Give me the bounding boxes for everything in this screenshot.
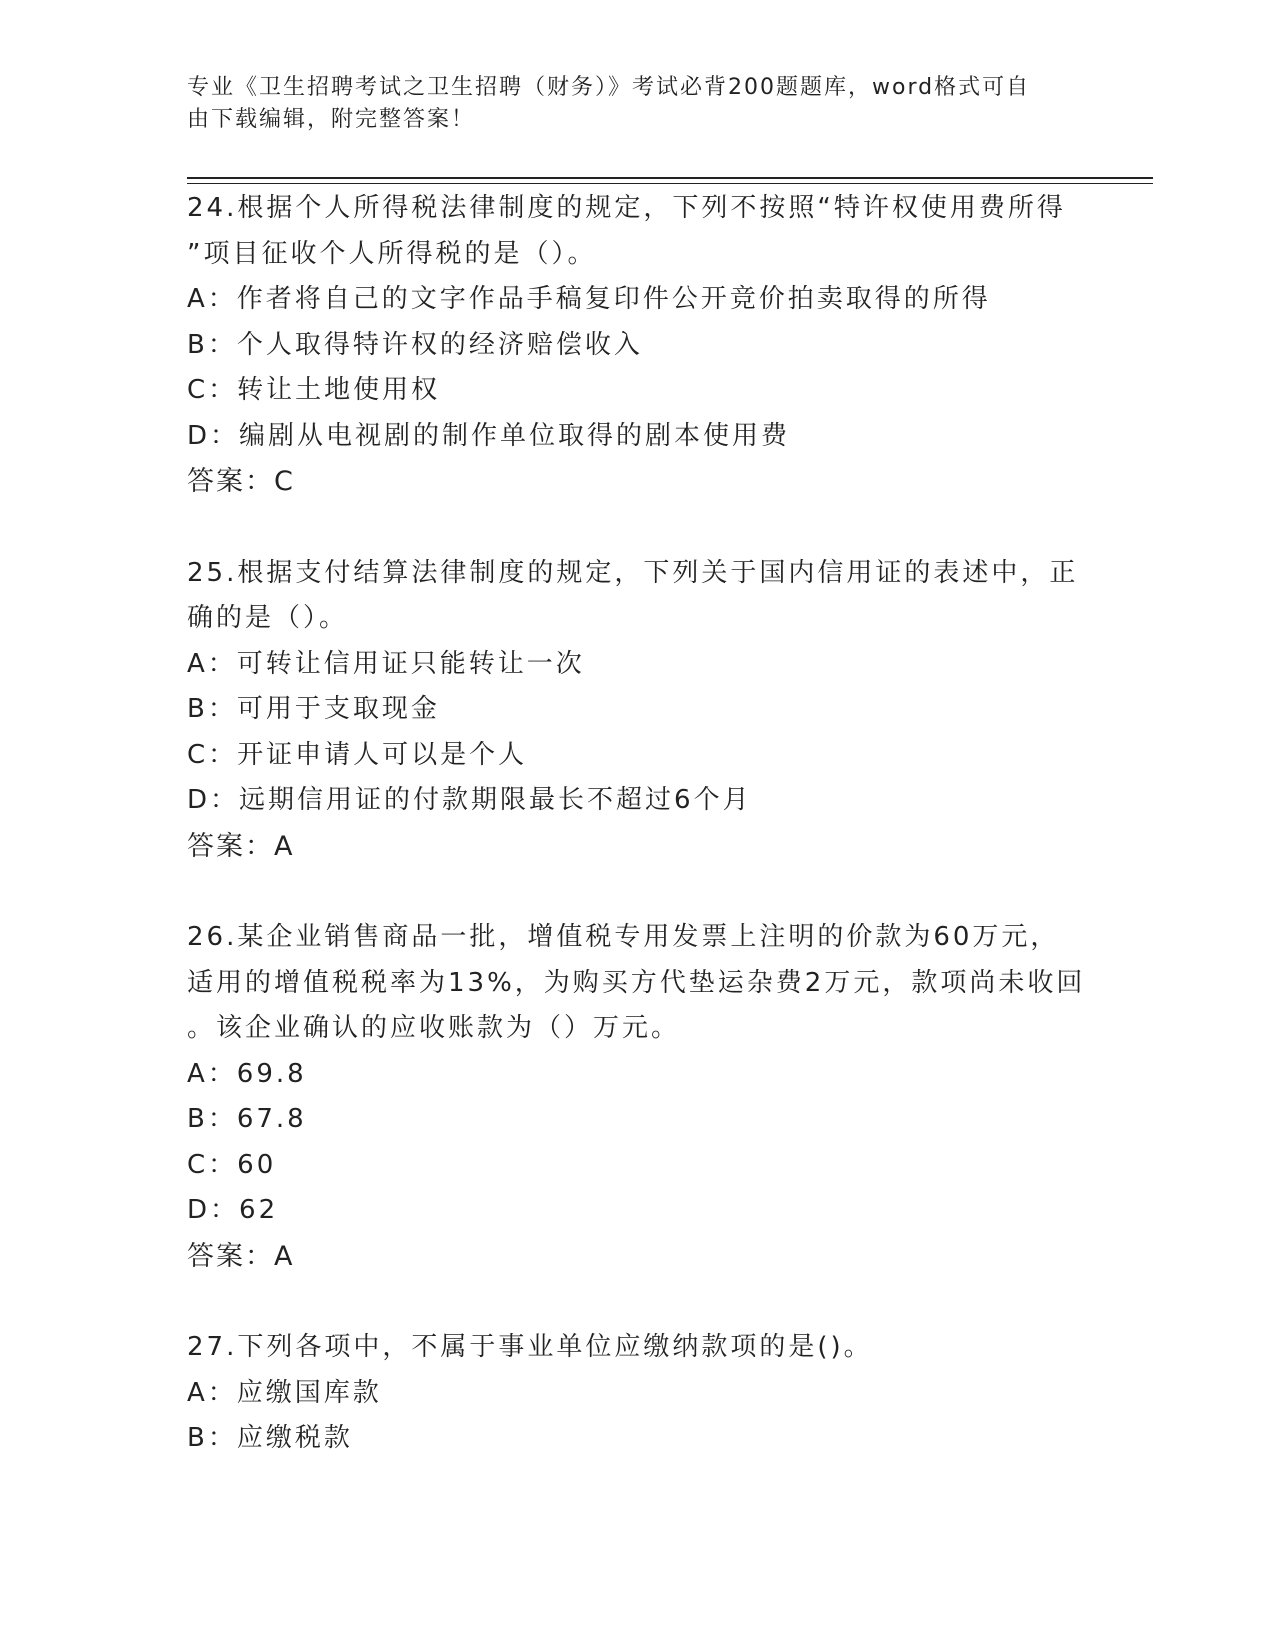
option-b: B：应缴税款 <box>187 1423 353 1453</box>
question-26 <box>187 915 1087 1279</box>
option-d: D：62 <box>187 1195 279 1225</box>
document-header <box>187 72 1067 136</box>
header-divider-thick <box>187 177 1153 179</box>
option-b: B：67.8 <box>187 1104 307 1134</box>
option-a: A：应缴国库款 <box>187 1377 382 1408</box>
question-stem-line: 适用的增值税税率为13%，为购买方代垫运杂费2万元，款项尚未收回 <box>187 967 1086 998</box>
option-d: D：编剧从电视剧的制作单位取得的剧本使用费 <box>187 420 791 451</box>
option-a: A：作者将自己的文字作品手稿复印件公开竞价拍卖取得的所得 <box>187 284 991 314</box>
question-24 <box>187 186 1087 505</box>
question-stem-line: ”项目征收个人所得税的是（）。 <box>187 238 597 269</box>
question-spacer <box>187 505 1087 551</box>
answer-line: 答案：A <box>187 1240 295 1272</box>
question-stem-line: 。该企业确认的应收账款为（）万元。 <box>187 1013 681 1043</box>
option-a: A：69.8 <box>187 1058 307 1089</box>
question-27 <box>187 1325 1087 1462</box>
question-stem-line: 27.下列各项中，不属于事业单位应缴纳款项的是()。 <box>187 1332 873 1362</box>
question-stem-line: 24.根据个人所得税法律制度的规定，下列不按照“特许权使用费所得 <box>187 193 1066 223</box>
question-stem-line: 确的是（）。 <box>187 603 349 633</box>
question-spacer <box>187 1279 1087 1325</box>
option-c: C：转让土地使用权 <box>187 375 441 405</box>
option-b: B：可用于支取现金 <box>187 694 440 724</box>
question-25 <box>187 551 1087 870</box>
answer-line: 答案：C <box>187 466 295 497</box>
header-divider-thin <box>187 183 1153 184</box>
option-c: C：开证申请人可以是个人 <box>187 739 528 770</box>
question-list <box>187 186 1087 1462</box>
answer-line: 答案：A <box>187 830 295 862</box>
option-c: C：60 <box>187 1149 277 1180</box>
question-stem-line: 26.某企业销售商品一批，增值税专用发票上注明的价款为60万元， <box>187 922 1060 952</box>
option-d: D：远期信用证的付款期限最长不超过6个月 <box>187 785 752 815</box>
header-line-2: 由下载编辑，附完整答案！ <box>187 107 476 132</box>
option-b: B：个人取得特许权的经济赔偿收入 <box>187 329 643 360</box>
question-stem-line: 25.根据支付结算法律制度的规定，下列关于国内信用证的表述中，正 <box>187 557 1079 588</box>
header-line-1: 专业《卫生招聘考试之卫生招聘（财务）》考试必背200题题库，word格式可自 <box>187 75 1031 100</box>
question-spacer <box>187 869 1087 915</box>
option-a: A：可转让信用证只能转让一次 <box>187 648 585 679</box>
